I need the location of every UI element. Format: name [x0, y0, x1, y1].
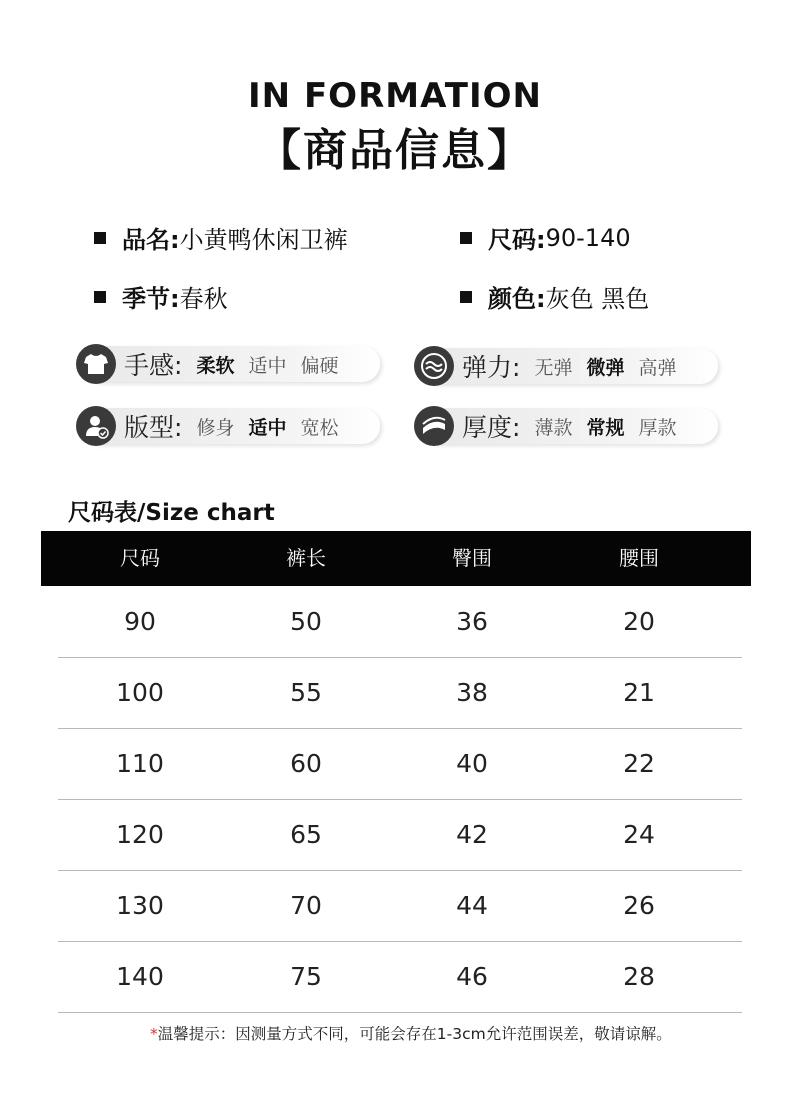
table-row: [58, 728, 742, 800]
table-row: [58, 870, 742, 942]
table-row: [58, 657, 742, 729]
table-row: [58, 586, 742, 658]
table-cell: 90: [124, 607, 156, 636]
table-cell: 40: [456, 749, 488, 778]
attr-label: 手感:: [124, 351, 183, 380]
info-key: 季节:: [122, 285, 180, 313]
title-english: IN FORMATION: [248, 76, 542, 116]
table-cell: 26: [623, 891, 655, 920]
attr-option: 无弹: [534, 356, 573, 379]
attr-option-selected: 适中: [248, 416, 287, 439]
info-value: 灰色 黑色: [545, 285, 650, 313]
table-cell: 50: [290, 607, 322, 636]
attr-option-selected: 常规: [586, 416, 625, 439]
info-value: 春秋: [179, 285, 228, 313]
attr-option: 偏硬: [300, 354, 339, 377]
table-cell: 140: [116, 962, 164, 991]
table-cell: 24: [623, 820, 655, 849]
table-cell: 70: [290, 891, 322, 920]
attr-label: 厚度:: [462, 413, 521, 442]
attr-option-selected: 微弹: [586, 356, 625, 379]
header-cell: 腰围: [619, 546, 659, 570]
attr-option-selected: 柔软: [196, 354, 235, 377]
attr-option: 薄款: [534, 416, 573, 439]
table-cell: 38: [456, 678, 488, 707]
attr-elastic: [414, 346, 676, 386]
table-cell: 44: [456, 891, 488, 920]
table-cell: 42: [456, 820, 488, 849]
table-cell: 46: [456, 962, 488, 991]
info-key: 颜色:: [488, 285, 546, 313]
measurement-note: [150, 1022, 672, 1044]
attr-feel: [76, 344, 338, 384]
attr-fit: [76, 406, 338, 446]
attr-option: 宽松: [300, 416, 339, 439]
header-cell: 裤长: [286, 546, 326, 570]
attr-thickness: [414, 406, 676, 446]
bullet-icon: [94, 232, 106, 244]
table-cell: 22: [623, 749, 655, 778]
bullet-icon: [460, 291, 472, 303]
table-cell: 110: [116, 749, 164, 778]
table-cell: 100: [116, 678, 164, 707]
note-text: 温馨提示：因测量方式不同，可能会存在1-3cm允许范围误差，敬请谅解。: [157, 1025, 672, 1043]
note-star: *: [150, 1025, 158, 1043]
size-chart-title: 尺码表/Size chart: [68, 500, 275, 526]
table-cell: 20: [623, 607, 655, 636]
table-cell: 28: [623, 962, 655, 991]
info-color: [460, 279, 649, 314]
info-value: 小黄鸭休闲卫裤: [179, 226, 348, 254]
title-chinese: 【商品信息】: [257, 125, 533, 176]
table-cell: 120: [116, 820, 164, 849]
table-cell: 65: [290, 820, 322, 849]
table-cell: 75: [290, 962, 322, 991]
table-cell: 60: [290, 749, 322, 778]
attr-label: 弹力:: [462, 353, 521, 382]
attr-option: 高弹: [638, 356, 677, 379]
person-check-icon: [76, 406, 116, 446]
header-cell: 臀围: [452, 546, 492, 570]
table-cell: 130: [116, 891, 164, 920]
info-key: 品名:: [122, 226, 180, 254]
table-cell: 36: [456, 607, 488, 636]
table-row: [58, 941, 742, 1013]
info-value: 90-140: [545, 223, 631, 252]
bullet-icon: [94, 291, 106, 303]
info-key: 尺码:: [488, 226, 546, 254]
table-cell: 21: [623, 678, 655, 707]
fabric-layers-icon: [414, 406, 454, 446]
header-cell: 尺码: [120, 546, 160, 570]
info-product-name: [94, 220, 348, 255]
info-size: [460, 220, 631, 255]
bullet-icon: [460, 232, 472, 244]
info-season: [94, 279, 228, 314]
attr-option: 厚款: [638, 416, 677, 439]
attr-option: 修身: [196, 416, 235, 439]
attr-option: 适中: [248, 354, 287, 377]
size-table-header: [41, 531, 751, 586]
stretch-icon: [414, 346, 454, 386]
table-cell: 55: [290, 678, 322, 707]
table-row: [58, 799, 742, 871]
attr-label: 版型:: [124, 413, 183, 442]
tshirt-icon: [76, 344, 116, 384]
